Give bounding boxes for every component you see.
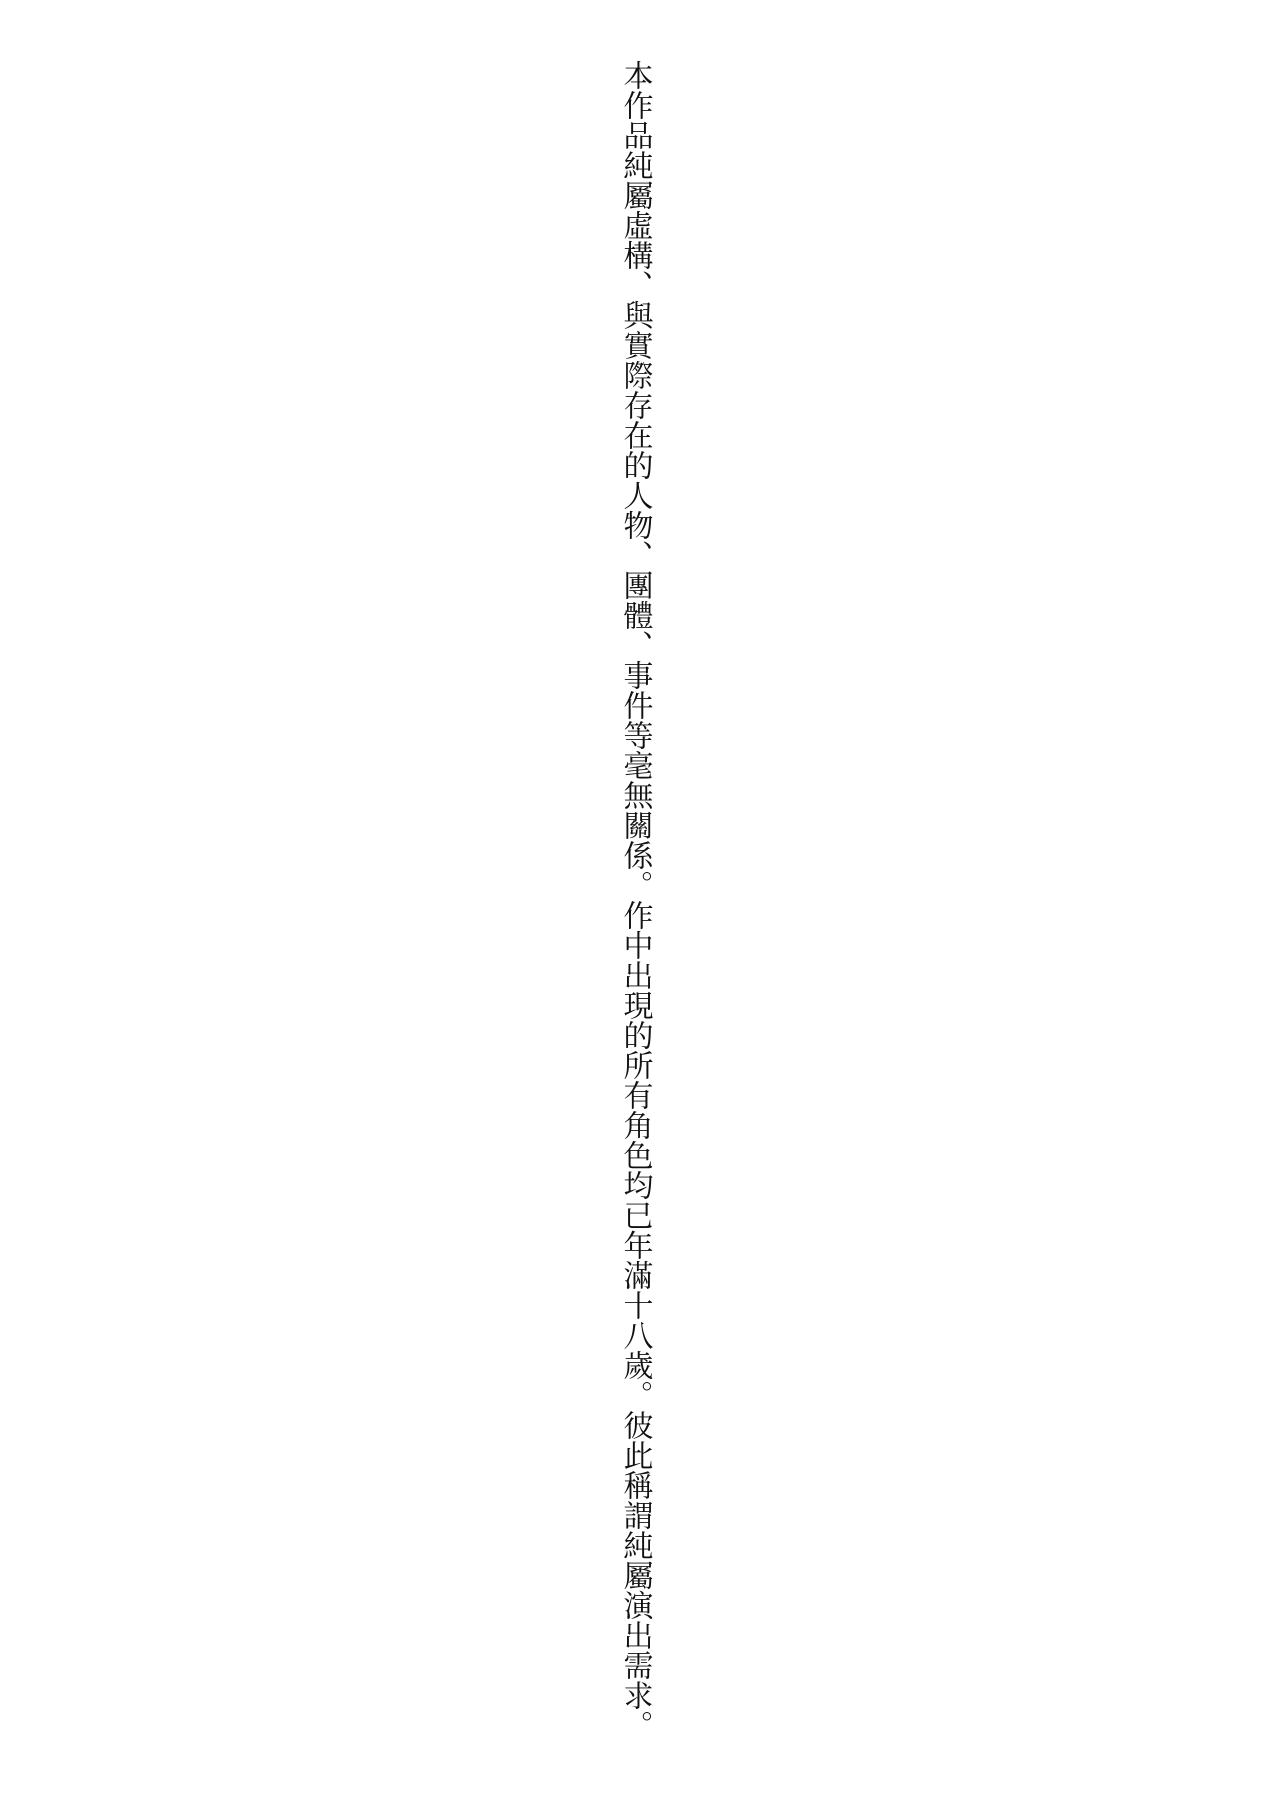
disclaimer-text: 本作品純屬虛構、與實際存在的人物、團體、事件等毫無關係。作中出現的所有角色均已年滿十八歲。彼此稱謂純屬演出需求。 bbox=[618, 60, 652, 1740]
